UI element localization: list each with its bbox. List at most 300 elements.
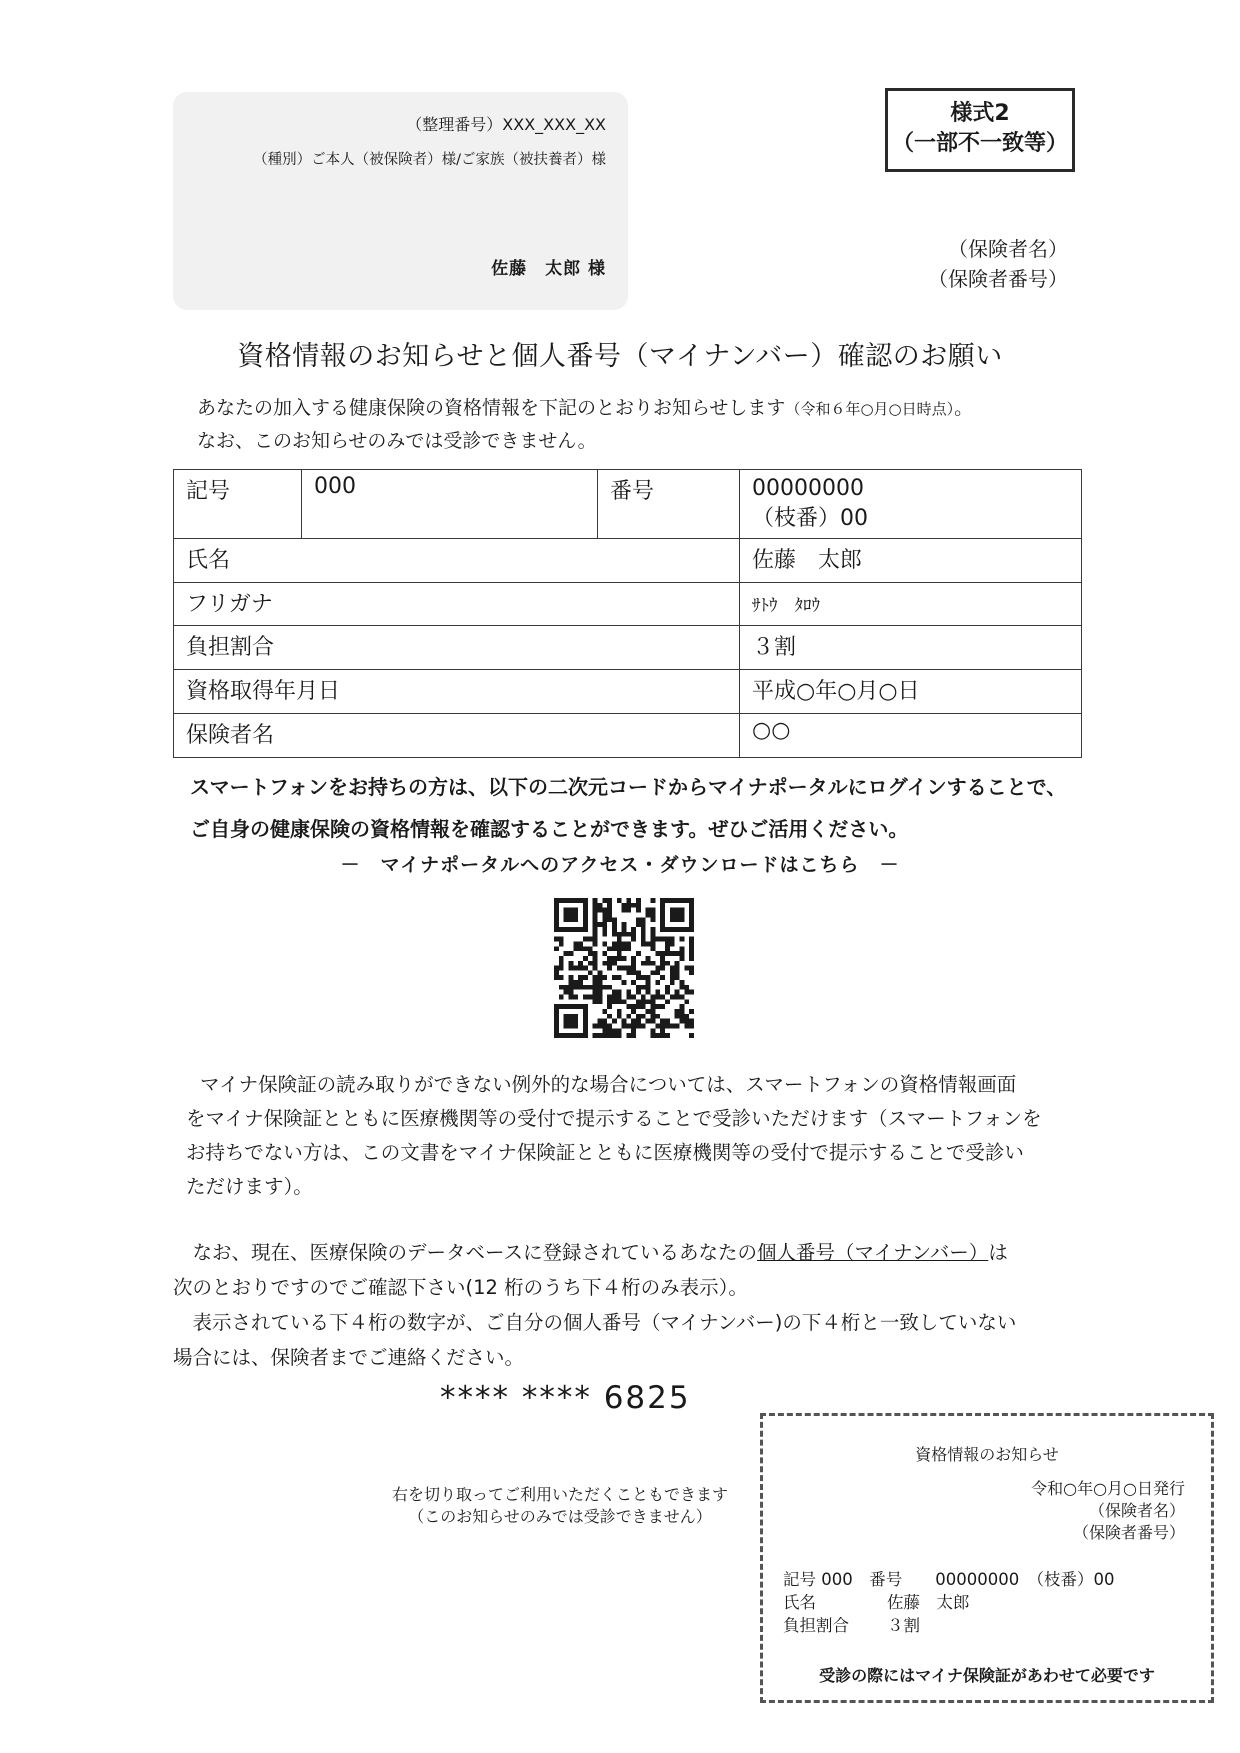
insurer-block bbox=[928, 234, 1068, 294]
qr-module bbox=[689, 941, 694, 946]
qr-module bbox=[593, 903, 598, 908]
qr-module bbox=[573, 985, 578, 990]
row-label: 資格取得年月日 bbox=[174, 670, 740, 714]
qr-module bbox=[593, 999, 598, 1004]
qr-module bbox=[612, 999, 617, 1004]
card-insurer-number: （保険者番号） bbox=[1072, 1523, 1185, 1542]
form-badge-number: 様式2 bbox=[950, 101, 1010, 126]
qr-module bbox=[680, 1019, 685, 1024]
qr-module bbox=[559, 966, 564, 971]
qr-module bbox=[651, 927, 656, 932]
document-title: 資格情報のお知らせと個人番号（マイナンバー）確認のお願い bbox=[237, 341, 1003, 372]
qr-module bbox=[583, 985, 588, 990]
qr-module bbox=[602, 1019, 607, 1024]
qr-module bbox=[655, 966, 660, 971]
qr-module bbox=[689, 937, 694, 942]
qr-module bbox=[651, 1014, 656, 1019]
form-badge-note: （一部不一致等） bbox=[891, 131, 1068, 156]
qr-module bbox=[622, 903, 627, 908]
recipient-name: 佐藤 太郎 様 bbox=[491, 259, 606, 279]
qualification-table bbox=[173, 469, 1082, 758]
qr-module bbox=[607, 1014, 612, 1019]
qr-module bbox=[646, 912, 651, 917]
qr-module bbox=[568, 990, 573, 995]
qr-module bbox=[612, 1033, 617, 1038]
qr-module bbox=[622, 1024, 627, 1029]
card-row-burden bbox=[783, 1614, 1114, 1637]
row-label: フリガナ bbox=[174, 583, 740, 626]
qr-module bbox=[665, 961, 670, 966]
qr-code[interactable] bbox=[554, 898, 694, 1038]
qr-module bbox=[607, 912, 612, 917]
qr-module bbox=[646, 956, 651, 961]
qr-module bbox=[631, 903, 636, 908]
qr-module bbox=[593, 985, 598, 990]
qr-module bbox=[612, 927, 617, 932]
qr-module bbox=[651, 932, 656, 937]
qr-module bbox=[578, 966, 583, 971]
qr-module bbox=[607, 995, 612, 1000]
qr-module bbox=[680, 1009, 685, 1014]
qr-module bbox=[660, 995, 665, 1000]
qr-module bbox=[597, 922, 602, 927]
qr-module bbox=[626, 903, 631, 908]
qr-module bbox=[689, 970, 694, 975]
qr-module bbox=[670, 970, 675, 975]
qr-module bbox=[675, 961, 680, 966]
qr-module bbox=[593, 1024, 598, 1029]
qr-module bbox=[593, 995, 598, 1000]
qr-module bbox=[607, 898, 612, 903]
qr-module bbox=[675, 966, 680, 971]
qr-module bbox=[617, 932, 622, 937]
qr-module bbox=[680, 1014, 685, 1019]
qr-module bbox=[593, 980, 598, 985]
qr-module bbox=[593, 932, 598, 937]
qr-module bbox=[660, 1024, 665, 1029]
qr-module bbox=[622, 980, 627, 985]
qr-module bbox=[626, 1024, 631, 1029]
qr-module bbox=[670, 995, 675, 1000]
paragraph2-mynumber: 個人番号（マイナンバー） bbox=[757, 1241, 989, 1264]
qr-module bbox=[680, 1004, 685, 1009]
qr-module bbox=[583, 995, 588, 1000]
qr-module bbox=[583, 937, 588, 942]
qr-module bbox=[680, 951, 685, 956]
qr-module bbox=[564, 985, 569, 990]
qr-module bbox=[655, 951, 660, 956]
qr-module bbox=[675, 951, 680, 956]
row-label: 氏名 bbox=[174, 539, 740, 583]
qr-module bbox=[573, 946, 578, 951]
qr-module bbox=[617, 951, 622, 956]
qr-module bbox=[670, 966, 675, 971]
qr-module bbox=[593, 898, 598, 903]
qr-module bbox=[607, 917, 612, 922]
qr-module bbox=[593, 1033, 598, 1038]
qr-module bbox=[660, 1028, 665, 1033]
qr-module bbox=[612, 932, 617, 937]
qr-module bbox=[636, 970, 641, 975]
intro-line2: なお、このお知らせのみでは受診できません。 bbox=[197, 430, 597, 452]
qr-module bbox=[607, 1004, 612, 1009]
qr-module bbox=[660, 1033, 665, 1038]
qr-module bbox=[578, 985, 583, 990]
qr-module bbox=[680, 937, 685, 942]
qr-module bbox=[559, 956, 564, 961]
qr-module bbox=[597, 1033, 602, 1038]
qr-module bbox=[612, 1028, 617, 1033]
qr-module bbox=[665, 937, 670, 942]
qr-module bbox=[641, 1014, 646, 1019]
qr-module bbox=[593, 917, 598, 922]
qr-module bbox=[559, 941, 564, 946]
qr-module bbox=[573, 995, 578, 1000]
access-heading: － マイナポータルへのアクセス・ダウンロードはこちら － bbox=[340, 854, 900, 876]
paragraph2-line1c: は bbox=[988, 1241, 1008, 1264]
qr-module bbox=[602, 932, 607, 937]
qr-module bbox=[646, 1009, 651, 1014]
qr-module bbox=[641, 999, 646, 1004]
qr-module bbox=[626, 966, 631, 971]
qr-module bbox=[660, 975, 665, 980]
qr-module bbox=[651, 961, 656, 966]
qr-module bbox=[651, 941, 656, 946]
qr-module bbox=[597, 975, 602, 980]
qr-module bbox=[617, 1014, 622, 1019]
qr-module bbox=[665, 951, 670, 956]
qr-module bbox=[660, 937, 665, 942]
qr-module bbox=[573, 980, 578, 985]
qr-module bbox=[631, 995, 636, 1000]
intro-line1-end: 。 bbox=[954, 397, 974, 419]
qr-module bbox=[631, 1028, 636, 1033]
qr-module bbox=[554, 937, 559, 942]
qr-module bbox=[631, 966, 636, 971]
qr-module bbox=[655, 1014, 660, 1019]
qr-module bbox=[631, 1019, 636, 1024]
qr-module bbox=[689, 1033, 694, 1038]
qr-module bbox=[593, 961, 598, 966]
qr-module bbox=[631, 1004, 636, 1009]
qr-module bbox=[631, 1009, 636, 1014]
qr-module bbox=[593, 937, 598, 942]
qr-module bbox=[641, 922, 646, 927]
qr-module bbox=[602, 922, 607, 927]
qr-module bbox=[636, 922, 641, 927]
qr-module bbox=[689, 946, 694, 951]
table-row bbox=[174, 714, 1082, 758]
qr-module bbox=[660, 1004, 665, 1009]
insurer-number: （保険者番号） bbox=[928, 267, 1068, 291]
qr-module bbox=[636, 985, 641, 990]
qr-module bbox=[651, 917, 656, 922]
qr-module bbox=[568, 975, 573, 980]
qr-module bbox=[593, 966, 598, 971]
row-label: 保険者名 bbox=[174, 714, 740, 758]
qr-module bbox=[655, 1024, 660, 1029]
qr-module bbox=[593, 975, 598, 980]
qr-module bbox=[641, 961, 646, 966]
paragraph1-line4: ただけます）。 bbox=[186, 1175, 313, 1198]
insurer-name: （保険者名） bbox=[948, 237, 1068, 261]
qr-module bbox=[622, 1019, 627, 1024]
table-row bbox=[174, 670, 1082, 714]
qr-module bbox=[641, 937, 646, 942]
card-name-label: 氏名 bbox=[783, 1593, 816, 1612]
qr-module bbox=[636, 975, 641, 980]
card-details bbox=[783, 1568, 1114, 1637]
qr-module bbox=[631, 970, 636, 975]
qr-module bbox=[641, 932, 646, 937]
address-window bbox=[173, 92, 628, 310]
qr-module bbox=[651, 946, 656, 951]
qr-module bbox=[597, 1019, 602, 1024]
qr-module bbox=[646, 1019, 651, 1024]
qr-module bbox=[655, 990, 660, 995]
qr-module bbox=[626, 1033, 631, 1038]
qr-module bbox=[655, 970, 660, 975]
paragraph2-line2: 次のとおりですのでご確認下さい(12 桁のうち下４桁のみ表示）。 bbox=[173, 1276, 748, 1299]
qr-module bbox=[651, 1009, 656, 1014]
qr-module bbox=[573, 941, 578, 946]
qr-module bbox=[597, 995, 602, 1000]
card-footer: 受診の際にはマイナ保険証があわせて必要です bbox=[819, 1666, 1155, 1685]
qr-module bbox=[612, 961, 617, 966]
qr-module bbox=[568, 951, 573, 956]
qr-module bbox=[670, 951, 675, 956]
qr-module bbox=[622, 932, 627, 937]
qr-module bbox=[665, 999, 670, 1004]
card-title: 資格情報のお知らせ bbox=[915, 1445, 1059, 1464]
qr-module bbox=[684, 1024, 689, 1029]
qr-module bbox=[602, 985, 607, 990]
row-label: 負担割合 bbox=[174, 626, 740, 670]
reference-number: （整理番号）XXX_XXX_XX bbox=[406, 115, 606, 134]
qr-module bbox=[617, 898, 622, 903]
qr-module bbox=[689, 1024, 694, 1029]
qr-module bbox=[612, 975, 617, 980]
qr-module bbox=[636, 1019, 641, 1024]
table-row bbox=[174, 539, 1082, 583]
qr-module bbox=[607, 1033, 612, 1038]
qr-module bbox=[568, 980, 573, 985]
bango-value: 00000000 bbox=[752, 476, 864, 501]
qr-module bbox=[622, 908, 627, 913]
bango-label: 番号 bbox=[598, 470, 740, 539]
qr-module bbox=[578, 941, 583, 946]
qr-module bbox=[622, 966, 627, 971]
card-insurer-name: （保険者名） bbox=[1088, 1501, 1185, 1520]
row-value: 佐藤 太郎 bbox=[740, 539, 1082, 583]
qr-module bbox=[622, 927, 627, 932]
qr-module bbox=[665, 990, 670, 995]
qr-module bbox=[559, 975, 564, 980]
qr-module bbox=[684, 1014, 689, 1019]
qr-module bbox=[651, 898, 656, 903]
qr-module bbox=[651, 1004, 656, 1009]
qr-module bbox=[578, 980, 583, 985]
kigo-value: 000 bbox=[302, 470, 598, 539]
qr-module bbox=[631, 956, 636, 961]
paragraph1-line3: お持ちでない方は、この文書をマイナ保険証とともに医療機関等の受付で提示することで受診い bbox=[186, 1141, 1024, 1164]
qr-module bbox=[651, 937, 656, 942]
edaban-value: （枝番）00 bbox=[752, 506, 868, 531]
qr-module bbox=[617, 1028, 622, 1033]
qr-module bbox=[626, 941, 631, 946]
qr-module bbox=[612, 922, 617, 927]
qr-module bbox=[607, 903, 612, 908]
qr-module bbox=[651, 1019, 656, 1024]
qr-module bbox=[665, 1024, 670, 1029]
qr-module bbox=[559, 961, 564, 966]
card-name-value: 佐藤 太郎 bbox=[887, 1593, 970, 1612]
qr-module bbox=[593, 951, 598, 956]
paragraph1-line1: マイナ保険証の読み取りができない例外的な場合については、スマートフォンの資格情報画面 bbox=[200, 1073, 1017, 1096]
qr-module bbox=[588, 961, 593, 966]
qr-module bbox=[588, 985, 593, 990]
qr-module bbox=[578, 975, 583, 980]
qr-module bbox=[684, 966, 689, 971]
kigo-label: 記号 bbox=[174, 470, 302, 539]
qr-module bbox=[583, 956, 588, 961]
qr-module bbox=[559, 937, 564, 942]
qr-module bbox=[641, 1024, 646, 1029]
qr-module bbox=[636, 1024, 641, 1029]
qr-module bbox=[617, 966, 622, 971]
qr-module bbox=[578, 946, 583, 951]
intro-as-of: （令和６年○月○日時点） bbox=[785, 400, 955, 418]
qr-module bbox=[660, 966, 665, 971]
qr-module bbox=[651, 1033, 656, 1038]
qr-module bbox=[602, 951, 607, 956]
qr-module bbox=[660, 1019, 665, 1024]
qr-module bbox=[617, 990, 622, 995]
qr-module bbox=[636, 917, 641, 922]
qr-module bbox=[626, 1014, 631, 1019]
qr-module bbox=[689, 966, 694, 971]
qr-module bbox=[646, 908, 651, 913]
qr-module bbox=[612, 956, 617, 961]
qr-module bbox=[665, 985, 670, 990]
card-burden-value: ３割 bbox=[887, 1616, 920, 1635]
qr-module bbox=[626, 898, 631, 903]
cutout-card bbox=[760, 1413, 1214, 1703]
qr-module bbox=[593, 912, 598, 917]
table-row bbox=[174, 583, 1082, 626]
qr-module bbox=[651, 908, 656, 913]
qr-module bbox=[597, 908, 602, 913]
qr-module bbox=[675, 990, 680, 995]
qr-module bbox=[602, 1024, 607, 1029]
qr-module bbox=[578, 961, 583, 966]
qr-module bbox=[689, 1019, 694, 1024]
qr-module bbox=[660, 956, 665, 961]
qr-module bbox=[612, 1019, 617, 1024]
qr-module bbox=[597, 903, 602, 908]
qr-module bbox=[554, 946, 559, 951]
qr-module bbox=[646, 961, 651, 966]
cut-note-line2: （このお知らせのみでは受診できません） bbox=[408, 1507, 712, 1526]
paragraph2-line3: 表示されている下４桁の数字が、ご自分の個人番号（マイナンバー)の下４桁と一致していない bbox=[173, 1311, 1017, 1334]
qr-module bbox=[689, 1009, 694, 1014]
row-value: 平成○年○月○日 bbox=[740, 670, 1082, 714]
qr-module bbox=[670, 1024, 675, 1029]
intro-line1: あなたの加入する健康保険の資格情報を下記のとおりお知らせします bbox=[197, 397, 786, 419]
qr-module bbox=[597, 970, 602, 975]
qr-module bbox=[660, 951, 665, 956]
qr-module bbox=[689, 990, 694, 995]
qr-module bbox=[622, 956, 627, 961]
qr-module bbox=[607, 908, 612, 913]
qr-module bbox=[641, 995, 646, 1000]
smartphone-note bbox=[190, 766, 1066, 850]
qr-module bbox=[588, 946, 593, 951]
qr-module bbox=[612, 917, 617, 922]
qr-module bbox=[597, 990, 602, 995]
qr-module bbox=[597, 985, 602, 990]
qr-module bbox=[588, 951, 593, 956]
masked-mynumber: **** **** 6825 bbox=[440, 1380, 691, 1416]
qr-module bbox=[689, 951, 694, 956]
qr-module bbox=[593, 990, 598, 995]
qr-module bbox=[665, 941, 670, 946]
qr-module bbox=[593, 908, 598, 913]
qr-module bbox=[554, 966, 559, 971]
qr-module bbox=[602, 912, 607, 917]
qr-module bbox=[617, 999, 622, 1004]
qr-module bbox=[607, 1028, 612, 1033]
qr-module bbox=[641, 917, 646, 922]
qr-module bbox=[602, 908, 607, 913]
qr-module bbox=[651, 1028, 656, 1033]
qr-module bbox=[680, 980, 685, 985]
qr-module bbox=[636, 903, 641, 908]
qr-module bbox=[646, 990, 651, 995]
qr-module bbox=[626, 908, 631, 913]
qr-module bbox=[626, 932, 631, 937]
qr-module bbox=[641, 927, 646, 932]
qr-module bbox=[665, 1019, 670, 1024]
qr-module bbox=[588, 937, 593, 942]
qr-module bbox=[568, 961, 573, 966]
qr-module bbox=[607, 961, 612, 966]
qr-module bbox=[655, 937, 660, 942]
qr-module bbox=[641, 975, 646, 980]
qr-module bbox=[602, 961, 607, 966]
qr-module bbox=[675, 975, 680, 980]
qr-module bbox=[655, 1033, 660, 1038]
qr-module bbox=[622, 922, 627, 927]
qr-module bbox=[607, 946, 612, 951]
recipient-kind: （種別）ご本人（被保険者）様/ご家族（被扶養者）様 bbox=[253, 152, 606, 168]
qr-module bbox=[617, 975, 622, 980]
qr-module bbox=[675, 995, 680, 1000]
qr-module bbox=[680, 985, 685, 990]
qr-module bbox=[670, 937, 675, 942]
qr-module bbox=[617, 1033, 622, 1038]
card-issue-block bbox=[1031, 1478, 1185, 1544]
qr-module bbox=[559, 985, 564, 990]
qr-module bbox=[651, 999, 656, 1004]
qr-module bbox=[617, 995, 622, 1000]
qr-module bbox=[626, 990, 631, 995]
cut-note-line1: 右を切り取ってご利用いただくこともできます bbox=[391, 1485, 728, 1504]
qr-module bbox=[622, 941, 627, 946]
qr-module bbox=[564, 990, 569, 995]
qr-module bbox=[631, 961, 636, 966]
smartphone-note-line2: ご自身の健康保険の資格情報を確認することができます。ぜひご活用ください。 bbox=[190, 817, 909, 841]
